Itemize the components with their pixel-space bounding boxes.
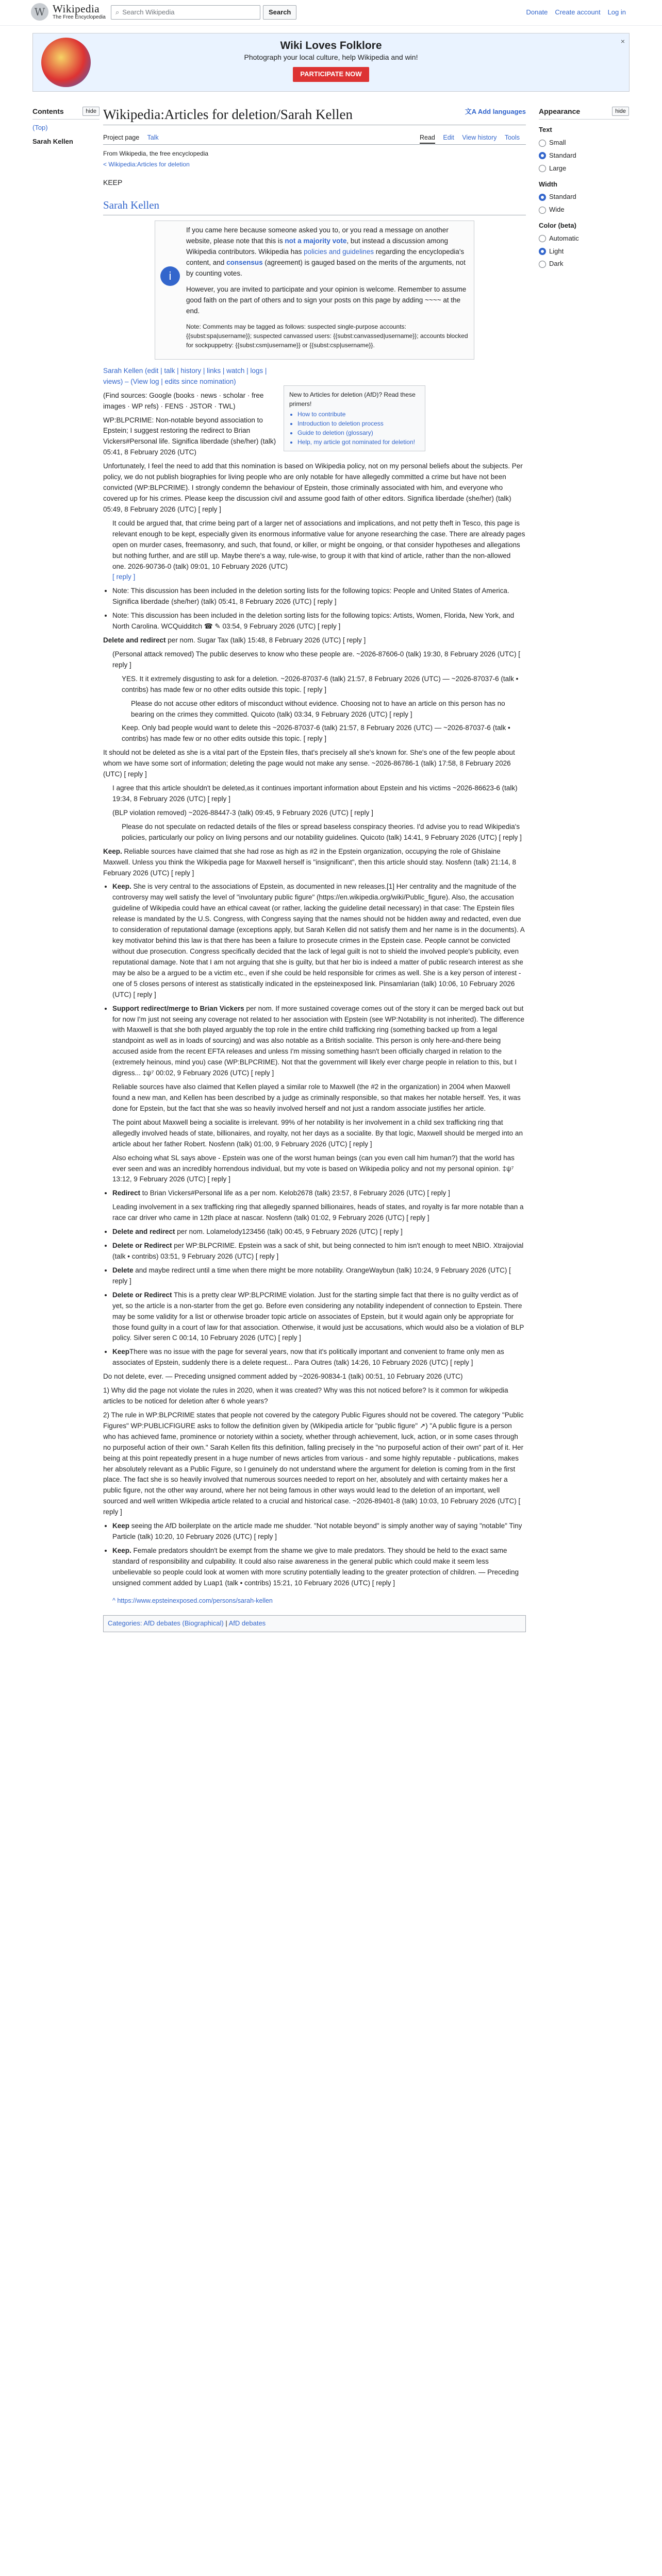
nomination-links [103, 366, 278, 412]
text-small-radio[interactable]: Small [539, 138, 629, 148]
info-icon: i [160, 266, 180, 286]
close-icon[interactable]: × [620, 37, 625, 45]
notice-paragraph-1: If you came here because someone asked you to, or you read a message on another website, please note that this is not a majority vote, but instead a discussion among Wikipedia contributors. Wikipedia has policies and guidelines regarding the encyclopedia's content, and consensus (agreement) is gauged based on the merits of the arguments, not by counting votes. [186, 226, 466, 278]
tab-talk[interactable]: Talk [147, 133, 159, 141]
comment-text: Reliable sources have also claimed that Kellen played a similar role to Maxwell (the #2 in the organization) in 2004 when Maxwell found a new man, and Kellen has been described by a judge as criminally responsible, so that makes her notable herself. Yes, it was done for Epstein, but the fact that she was so heavily involved herself and not just a random associate justifies her article. [112, 1083, 521, 1112]
comment-text: per nom. Lolamelody123456 (talk) 00:45, 9 February 2026 (UTC) [ reply ] [175, 1228, 403, 1236]
category-item[interactable]: AfD debates [228, 1619, 266, 1628]
comment-text: per nom. Sugar Tax (talk) 15:48, 8 February 2026 (UTC) [ reply ] [166, 636, 366, 645]
comment [112, 1521, 526, 1543]
primer-link[interactable]: • How to contribute [297, 410, 420, 419]
color-dark-radio[interactable]: Dark [539, 259, 629, 269]
search-placeholder: Search Wikipedia [122, 8, 175, 16]
appearance-title: Appearance [539, 107, 581, 115]
primer-link[interactable]: • Introduction to deletion process [297, 419, 420, 428]
breadcrumb[interactable]: < Wikipedia:Articles for deletion [103, 161, 190, 168]
vote-label: Keep [112, 1522, 130, 1530]
tab-read[interactable]: Read [420, 134, 435, 144]
comment-text: Note: This discussion has been included in the deletion sorting lists for the following topics: Artists, Women, Florida, New York, and North Carolina. WCQuidditch ☎ ✎ 03:54, 9 February 2026 (UTC) [ reply ] [112, 612, 515, 631]
comment [112, 1202, 526, 1224]
comment-text: Reliable sources have claimed that she had rose as high as #2 in the Epstein organization, occupying the role of Ghislaine Maxwell. Unless you think the Wikipedia page for Maxwell herself is "insignificant", then this article should stay. Nosfenn (talk) 21:14, 8 February 2026 (UTC) [ reply ] [103, 847, 516, 877]
donate-link[interactable]: Donate [526, 8, 548, 16]
comment-text: Please do not speculate on redacted details of the files or spread baseless conspiracy theories. I'd advise you to read Wikipedia's policies, particularly our policy on living persons and our notability guidelines. Quicoto (talk) 14:41, 9 February 2026 (UTC) [ reply ] [122, 822, 522, 841]
references [103, 1596, 526, 1606]
participate-button[interactable]: PARTICIPATE NOW [293, 67, 369, 82]
comment-text: per WP:BLPCRIME. Epstein was a sack of shit, but being connected to him isn't enough to meet NBIO. Xtraijovial (talk • contribs) 03:51, 9 February 2026 (UTC) [ reply ] [112, 1242, 524, 1260]
tab-tools[interactable]: Tools [504, 133, 520, 141]
comment-text: seeing the AfD boilerplate on the article made me shudder. "Not notable beyond" is simply another way of saying "notable" Tiny Particle (talk) 10:20, 10 February 2026 (UTC) [ reply ] [112, 1522, 522, 1541]
article-tool-links[interactable]: Sarah Kellen (edit | talk | history | links | watch | logs | views) – (View log | edits since nomination) [103, 366, 267, 385]
text-size-label: Text [539, 126, 552, 134]
comment [103, 1385, 526, 1407]
comment [131, 699, 526, 720]
comment [112, 1153, 526, 1185]
comment [112, 1265, 526, 1287]
comment-text: 1) Why did the page not violate the rules in 2020, when it was created? Why was this not noticed before? Is it common for wikipedia articles to be noticed for deletion after 6 whole years? [103, 1386, 508, 1405]
vote-label: Delete and redirect [103, 636, 166, 645]
not-a-vote-notice [155, 221, 474, 359]
comment-text: I agree that this article shouldn't be deleted,as it continues important information about Epstein and his victims ~2026-86623-6 (talk) 19:34, 8 February 2026 (UTC) [ reply ] [112, 784, 518, 803]
comment-text: and maybe redirect until a time when there might be more notability. OrangeWaybun (talk) 10:24, 9 February 2026 (UTC) [ reply ] [112, 1266, 511, 1285]
comment-text: per nom. If more sustained coverage comes out of the story it can be merged back out but for now I'm just not seeing any coverage not related to her association with Epstein (see WP:Notability is not inherited). The difference with Maxwell is that she both played arguably the top role in the entire child trafficking ring (something backed up from a legal standpoint as well as in loads of sourcing) and was also notable as a British socialite. This person is only here-and-there being accused aside from the recent EFTA releases and unless I'm missing something hasn't been officially charged in relation to the (extremely heinous, mind you) case (WP:BLPCRIME). Not that the government will likely ever charge people in relation to this, but I digress... ‡ψ⁷ 00:02, 9 February 2026 (UTC) [ reply ] [112, 1004, 524, 1077]
notice-note: Note: Comments may be tagged as follows: suspected single-purpose accounts: {{subst:spa|username}}; suspected canvassed users: {{subst:canvassed|username}}; accounts blocked for sockpuppetry: {{subst:csm|username}} or {{subst:csp|username}}. [186, 323, 468, 349]
toc-item-sarah-kellen[interactable]: Sarah Kellen [32, 138, 73, 146]
comment [112, 1082, 526, 1114]
color-automatic-radio[interactable]: Automatic [539, 233, 629, 244]
search-input[interactable] [111, 5, 260, 20]
search-icon: ⌕ [115, 8, 120, 16]
color-light-radio[interactable]: Light [539, 246, 629, 257]
tab-edit[interactable]: Edit [443, 133, 454, 141]
text-standard-radio[interactable]: Standard [539, 150, 629, 161]
comment [112, 882, 526, 1000]
comment [112, 1227, 526, 1238]
comment-text: to Brian Vickers#Personal life as a per nom. Kelob2678 (talk) 23:57, 8 February 2026 (UTC) [ reply ] [140, 1189, 450, 1197]
login-link[interactable]: Log in [607, 8, 626, 16]
search-button[interactable]: Search [263, 5, 296, 20]
page-title: Wikipedia:Articles for deletion/Sarah Kellen [103, 106, 526, 125]
comment [122, 723, 526, 744]
tagline: The Free Encyclopedia [53, 14, 106, 20]
afd-primer-box [284, 385, 425, 451]
wikipedia-logo[interactable] [31, 3, 106, 21]
comment [112, 783, 526, 805]
discussion [103, 415, 526, 1606]
primer-heading: New to Articles for deletion (AfD)? Read these primers! [289, 391, 416, 408]
toc-item-top[interactable]: (Top) [32, 124, 48, 132]
comment [103, 748, 526, 780]
comment [112, 1546, 526, 1589]
width-label: Width [539, 180, 557, 188]
vote-label: Delete or Redirect [112, 1291, 172, 1299]
wordmark: Wikipedia [53, 2, 100, 15]
tab-project-page[interactable]: Project page [103, 133, 140, 141]
from-line: From Wikipedia, the free encyclopedia [103, 150, 209, 158]
reply-link[interactable]: [ reply ] [112, 573, 136, 581]
banner-title: Wiki Loves Folklore [280, 40, 382, 52]
comment-text: 2) The rule in WP:BLPCRIME states that people not covered by the category Public Figures should not be covered. The category "Public Figures" WP:PUBLICFIGURE asks to follow the definition given by (Wikipedia article for "public figure" ↗) "A public figure is a person who has achieved fame, prominence or notoriety within a society, whether through achievement, luck, action, or in some cases through no purposeful action of their own." Sarah Kellen fits this definition, falling precisely in the "no purposeful action of their own" part of it. Her being at this point repeatedly present in a huge number of news articles from various - and some highly reputable - publications, makes her absolutely relevant as a Public Figure, so I genuinely do not understand where the argument for deletion is coming from in the first place. The fact she is so heavily involved that numerous sources needed to report on her, absolutely and with certainty makes her a public figure, not the other way around, where her not being famous in other ways would lead to the deletion of an important, well sourced and well written Wikipedia article related to a crucial and historical case. ~2026-89401-8 (talk) 10:03, 10 February 2026 (UTC) [ reply ] [103, 1411, 524, 1516]
comment-text: This is a pretty clear WP:BLPCRIME violation. Just for the starting simple fact that there is no guilty verdict as of yet, so the article is a non-starter from the get go. Before even considering any notability independent of connection to Epstein. There may be some validity for a list or otherwise broader topic article on associates of Epstein, but it would again only be appropriate for those found guilty in a court of law for that association. Otherwise, it would just be accusations, which would also be a violation of BLP policy. Silver seren C 00:14, 10 February 2026 (UTC) [ reply ] [112, 1291, 524, 1342]
comment [103, 846, 526, 879]
primer-link[interactable]: • Guide to deletion (glossary) [297, 428, 420, 437]
category-item[interactable]: AfD debates (Biographical) [143, 1619, 224, 1628]
comment-text: Do not delete, ever. — Preceding unsigned comment added by ~2026-90834-1 (talk) 00:51, 10 February 2026 (UTC) [103, 1372, 463, 1381]
comment-text: Female predators shouldn't be exempt from the shame we give to male predators. They should be held to the exact same standard of responsibility and culpability. It could also raise awareness in the general public which could make it seem less unbelievable so people could look at women with more scrutiny potentially leading to the greater protection of children. — Preceding unsigned comment added by Luap1 (talk • contribs) 15:21, 10 February 2026 (UTC) [ reply ] [112, 1547, 519, 1587]
nomination-followup: Unfortunately, I feel the need to add that this nomination is based on Wikipedia policy, not on my personal beliefs about the subjects. Per policy, we do not publish biographies for living people who are only notable for have allegedly committed a crime but have not been convicted (WP:BLPCRIME). I strongly condemn the behaviour of Epstein, those criminally associated with him, and everyone who covered up for his crimes. Please keep the discussion civil and assume good faith of other editors. Significa liberdade (she/her) (talk) 05:49, 8 February 2026 (UTC) [ reply ] [103, 462, 523, 513]
find-sources-links[interactable]: (Find sources: Google (books · news · scholar · free images · WP refs) · FENS · JSTOR · TWL) [103, 391, 264, 410]
comment-text: (Personal attack removed) The public deserves to know who these people are. ~2026-87606-0 (talk) 19:30, 8 February 2026 (UTC) [ reply ] [112, 650, 521, 669]
reference-item[interactable]: ^ https://www.epsteinexposed.com/persons/sarah-kellen [112, 1597, 273, 1604]
globe-icon: W [31, 3, 48, 21]
comment-text: Also echoing what SL says above - Epstein was one of the worst human beings (can you even call him human?) that the world has ever seen and was an incredibly horrendous individual, but my vote is based on Wikipedia policy and not my personal opinion. ‡ψ⁷ 13:12, 9 February 2026 (UTC) [ reply ] [112, 1154, 515, 1183]
comment [112, 649, 526, 671]
comment-text: (BLP violation removed) ~2026-88447-3 (talk) 09:45, 9 February 2026 (UTC) [ reply ] [112, 808, 373, 817]
comment-text: She is very central to the associations of Epstein, as documented in new releases.[1] Her centrality and the magnitude of the controversy may well satisfy the level of "involuntary public figure" (https://en.wikipedia.org/wiki/Public_figure). Also, the accusation guideline of Wikipedia could have an ethical caveat (or rather, lacking the guideline detail necessary) in that case: The Epstein files release is mandated by the U.S. Congress, with Congress saying that the names should not be hidden away and redacted, even due to consideration of reputational damage (exceptions apply, but Sarah Kellen did not satisfy them and her name is in the documents). A key motivator behind this law is that there has been a failure to prosecute crimes in the Epstein case. People cannot be convicted without due prosecution. Congress specifically decided that the lack of legal guilt is not to shield the involved people's publicity, even reputational damage. Note that I am not arguing that she is guilty, but that her bio is indeed a matter of public research interest as she may be also be a argued to be a victim etc., even if she could be held responsible for crimes as well. She is a key person of interest - one of 5 closes persons of interest as statistically indicated in the epsteinexposed link. Pinsamlarian (talk) 10:06, 10 February 2026 (UTC) [ reply ] [112, 883, 524, 998]
vote-label: Keep. [103, 847, 122, 855]
width-wide-radio[interactable]: Wide [539, 205, 629, 215]
comment-text: It should not be deleted as she is a vital part of the Epstein files, that's precisely all she's known for. She's one of the few people about whom we have some sort of information; deleting the page would not make any sense. ~2026-86786-1 (talk) 17:58, 8 February 2026 (UTC) [ reply ] [103, 749, 515, 778]
toc-title: Contents [32, 107, 64, 115]
comment [103, 635, 526, 646]
page-tabs [103, 130, 526, 145]
comment [112, 1241, 526, 1262]
comment-text: Please do not accuse other editors of misconduct without evidence. Choosing not to have an article on this person has no bearing on the crimes they committed. Quicoto (talk) 03:34, 9 February 2026 (UTC) [ reply ] [131, 699, 505, 718]
add-languages-button[interactable]: 文A Add languages [465, 108, 526, 115]
comment-text: Leading involvement in a sex trafficking ring that allegedly spanned billionaires, heads of states, and royalty is far more notable than a race car driver who came in 12th place at nascar. Nosfenn (talk) 01:02, 9 February 2026 (UTC) [ reply ] [112, 1203, 524, 1222]
comment [122, 822, 526, 843]
campaign-banner [32, 33, 630, 92]
closing-result: KEEP [103, 178, 123, 187]
create-account-link[interactable]: Create account [555, 8, 601, 16]
appearance-panel [539, 106, 629, 269]
comment [122, 674, 526, 696]
vote-label: Keep [112, 1348, 130, 1356]
comment-text: Keep. Only bad people would want to delete this ~2026-87037-6 (talk) 21:57, 8 February 2026 (UTC) — ~2026-87037-6 (talk • contribs) has made few or no other edits outside this topic. [ reply ] [122, 724, 510, 743]
color-label: Color (beta) [539, 221, 576, 229]
vote-label: Keep. [112, 1547, 131, 1555]
site-header [0, 0, 662, 26]
vote-label: Delete [112, 1266, 134, 1274]
comment [112, 1347, 526, 1368]
width-standard-radio[interactable]: Standard [539, 192, 629, 202]
toc-hide-button[interactable]: hide [82, 107, 100, 116]
comment [112, 586, 526, 607]
vote-label: Delete or Redirect [112, 1242, 172, 1250]
primer-link[interactable]: • Help, my article got nominated for deletion! [297, 437, 420, 447]
language-icon: 文A [465, 108, 478, 115]
nomination-statement: WP:BLPCRIME: Non-notable beyond association to Epstein; I suggest restoring the redirect to Brian Vickers#Personal life. Significa liberdade (she/her) (talk) 05:41, 8 February 2026 (UTC) [103, 416, 276, 456]
comment [103, 1410, 526, 1518]
vote-label: Redirect [112, 1189, 141, 1197]
notice-paragraph-2: However, you are invited to participate and your opinion is welcome. Remember to assume good faith on the part of others and to sign your posts on this page by adding ~~~~ at the end. [186, 285, 467, 315]
banner-subtitle: Photograph your local culture, help Wikipedia and win! [244, 53, 418, 62]
vote-label: Delete and redirect [112, 1228, 175, 1236]
comment-text: YES. It it extremely disgusting to ask for a deletion. ~2026-87037-6 (talk) 21:57, 8 February 2026 (UTC) — ~2026-87037-6 (talk • contribs) has made few or no other edits outside this topic. [ reply ] [122, 674, 519, 693]
comment-text: Note: This discussion has been included in the deletion sorting lists for the following topics: People and United States of America. Significa liberdade (she/her) (talk) 05:41, 8 February 2026 (UTC) [ reply ] [112, 587, 509, 606]
comment-text: The point about Maxwell being a socialite is irrelevant. 99% of her notability is her involvement in a child sex trafficking ring that allegedly involved heads of state, billionaires, and royalty, not her days as a socialite. By that logic, Maxwell should be merged into an article about her father Robert. Nosfenn (talk) 01:00, 9 February 2026 (UTC) [ reply ] [112, 1118, 523, 1148]
tab-view-history[interactable]: View history [462, 133, 497, 141]
text-large-radio[interactable]: Large [539, 163, 629, 174]
vote-label: Support redirect/merge to Brian Vickers [112, 1004, 244, 1012]
vote-label: Keep. [112, 883, 131, 891]
personal-tools [526, 7, 626, 18]
category-links: Categories: AfD debates (Biographical) | AfD debates [103, 1615, 526, 1632]
comment-text: There was no issue with the page for several years, now that it's politically important and convenient to frame only men as associates of Epstein, suddenly there is a delete request... Para Outres (talk) 14:26, 10 February 2026 (UTC) [ reply ] [112, 1348, 504, 1367]
comment [112, 1290, 526, 1344]
appearance-hide-button[interactable]: hide [612, 107, 629, 116]
table-of-contents [32, 106, 100, 147]
comment [112, 808, 526, 819]
comment [103, 1371, 526, 1382]
section-heading: Sarah Kellen [103, 197, 526, 216]
comment [112, 1117, 526, 1150]
comment [112, 1188, 526, 1199]
main-content [103, 106, 526, 1632]
comment-list [103, 586, 526, 1588]
comment: It could be argued that, that crime being part of a larger net of associations and implications, and not petty theft in Tesco, this page is relevant enough to be kept, especially given its enormous informative value for anyone researching the case. There are already pages open on murder cases, freemasonry, and such, that found, or killer, or might be ongoing, or that consider hypotheses and allegations but nothing further, and are still up. Maybe there's a way, rule-wise, to group it with that kind of article, rather than the non-allowed one. 2026-90736-0 (talk) 09:01, 10 February 2026 (UTC) [ reply ] [112, 519, 525, 581]
comment [112, 1004, 526, 1079]
comment [112, 611, 526, 632]
